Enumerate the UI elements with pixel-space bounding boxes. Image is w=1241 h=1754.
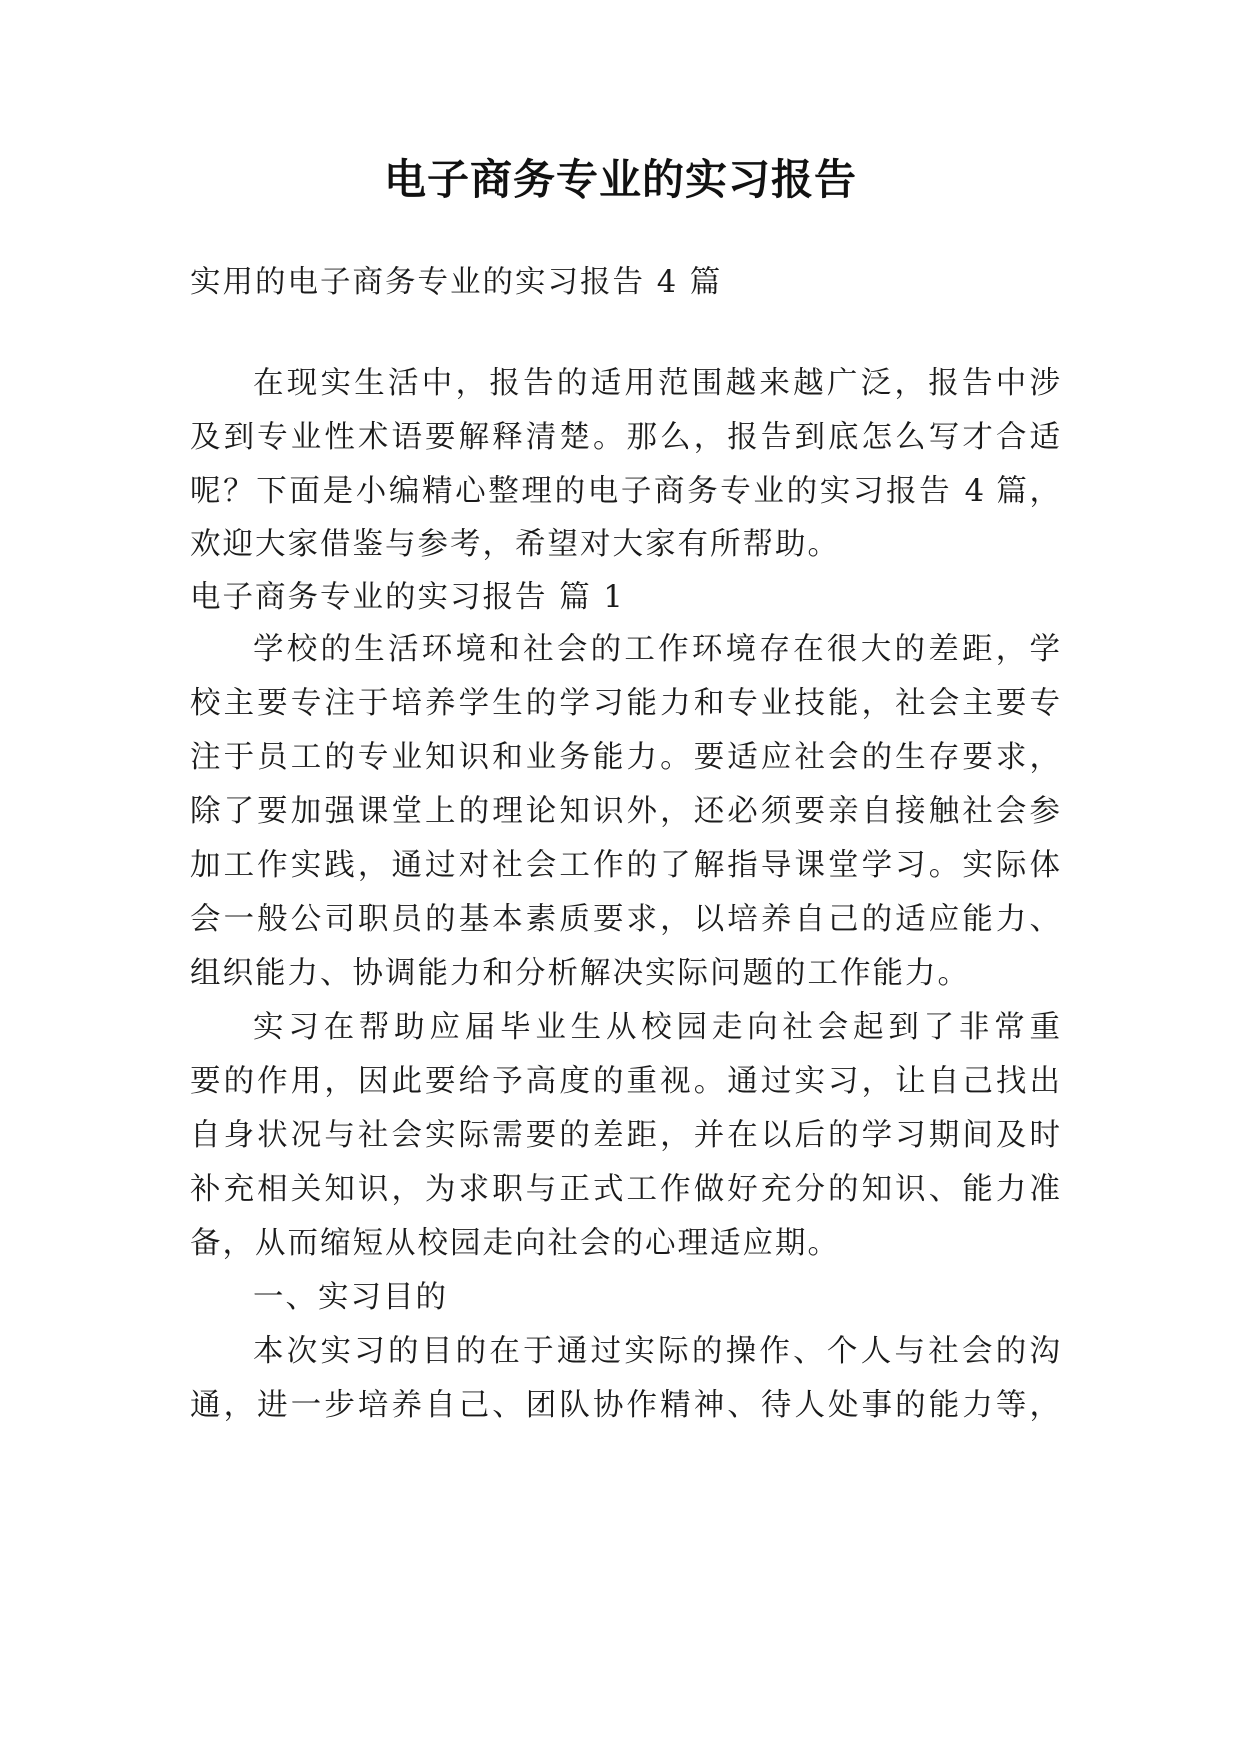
paragraph-line: 补充相关知识，为求职与正式工作做好充分的知识、能力准 [190, 1172, 1060, 1207]
paragraph-line: 本次实习的目的在于通过实际的操作、个人与社会的沟 [253, 1334, 1060, 1369]
document-subtitle: 实用的电子商务专业的实习报告 4 篇 [190, 265, 723, 300]
document-title: 电子商务专业的实习报告 [383, 155, 857, 204]
paragraph-line: 加工作实践，通过对社会工作的了解指导课堂学习。实际体 [190, 848, 1060, 883]
paragraph-line: 及到专业性术语要解释清楚。那么，报告到底怎么写才合适 [190, 420, 1060, 455]
paragraph-line: 备，从而缩短从校园走向社会的心理适应期。 [190, 1226, 840, 1261]
paragraph-line: 要的作用，因此要给予高度的重视。通过实习，让自己找出 [190, 1064, 1060, 1099]
paragraph-line: 自身状况与社会实际需要的差距，并在以后的学习期间及时 [190, 1118, 1060, 1153]
paragraph-line: 在现实生活中，报告的适用范围越来越广泛，报告中涉 [253, 366, 1060, 401]
paragraph-line: 会一般公司职员的基本素质要求，以培养自己的适应能力、 [190, 902, 1060, 937]
paragraph-line: 除了要加强课堂上的理论知识外，还必须要亲自接触社会参 [190, 794, 1060, 829]
paragraph-line: 实习在帮助应届毕业生从校园走向社会起到了非常重 [253, 1010, 1060, 1045]
paragraph-line: 学校的生活环境和社会的工作环境存在很大的差距，学 [253, 632, 1060, 667]
paragraph-line: 校主要专注于培养学生的学习能力和专业技能，社会主要专 [190, 686, 1060, 721]
paragraph-line: 注于员工的专业知识和业务能力。要适应社会的生存要求， [190, 740, 1060, 775]
paragraph-line: 通，进一步培养自己、团队协作精神、待人处事的能力等， [190, 1388, 1060, 1423]
paragraph-line: 组织能力、协调能力和分析解决实际问题的工作能力。 [190, 956, 970, 991]
paragraph-line: 欢迎大家借鉴与参考，希望对大家有所帮助。 [190, 527, 840, 562]
paragraph-line: 呢？下面是小编精心整理的电子商务专业的实习报告 4 篇， [190, 474, 1060, 509]
section-heading: 电子商务专业的实习报告 篇 1 [190, 580, 625, 615]
section-heading: 一、实习目的 [253, 1280, 448, 1315]
